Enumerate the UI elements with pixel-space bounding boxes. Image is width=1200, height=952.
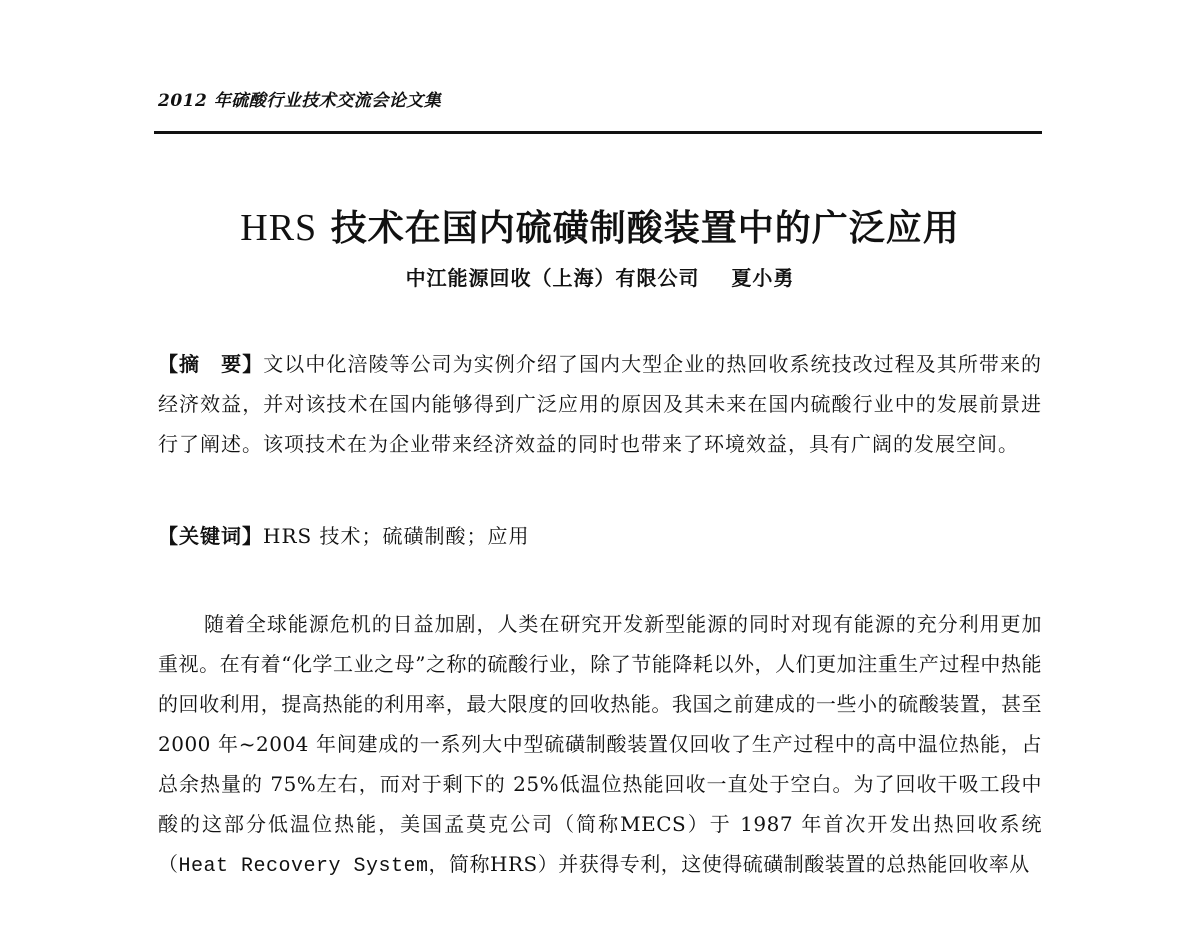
author-organization: 中江能源回收（上海）有限公司: [405, 266, 700, 290]
abstract-label: 【摘 要】: [158, 352, 264, 376]
keywords: [158, 520, 1042, 552]
abstract: [158, 344, 1042, 464]
header-rule: [154, 131, 1042, 134]
byline: [0, 262, 1200, 291]
body-text-part1: 随着全球能源危机的日益加剧，人类在研究开发新型能源的同时对现有能源的充分利用更加重视。在有着“化学工业之母”之称的硫酸行业，除了节能降耗以外，人们更加注重生产过程中热能的回收利用，提高热能的利用率，最大限度的回收热能。我国之前建成的一些小的硫酸装置，甚至 2000 年~2004 年间建成的一系列大中型硫磺制酸装置仅回收了生产过程中的高中温位热能，占总余热量的 75%左右，而对于剩下的 25%低温位热能回收一直处于空白。为了回收干吸工段中酸的这部分低温位热能，美国孟莫克公司（简称MECS）于 1987 年首次开发出热回收系统（: [158, 612, 1042, 876]
paper-title: [0, 200, 1200, 251]
body-text-part2: ，简称HRS）并获得专利，这使得硫磺制酸装置的总热能回收率从: [428, 852, 1030, 876]
body-text-latin: Heat Recovery System: [178, 855, 429, 878]
abstract-text: 文以中化涪陵等公司为实例介绍了国内大型企业的热回收系统技改过程及其所带来的经济效益，并对该技术在国内能够得到广泛应用的原因及其未来在国内硫酸行业中的发展前景进行了阐述。该项技术在为企业带来经济效益的同时也带来了环境效益，具有广阔的发展空间。: [158, 352, 1043, 456]
body-paragraph: [158, 604, 1042, 887]
title-rest: 技术在国内硫磺制酸装置中的广泛应用: [317, 207, 960, 249]
title-latin: HRS: [240, 207, 318, 249]
running-header: 2012 年硫酸行业技术交流会论文集: [158, 91, 442, 111]
keywords-text: HRS 技术；硫磺制酸；应用: [263, 524, 530, 548]
keywords-label: 【关键词】: [158, 524, 263, 548]
author-name: 夏小勇: [731, 266, 795, 290]
